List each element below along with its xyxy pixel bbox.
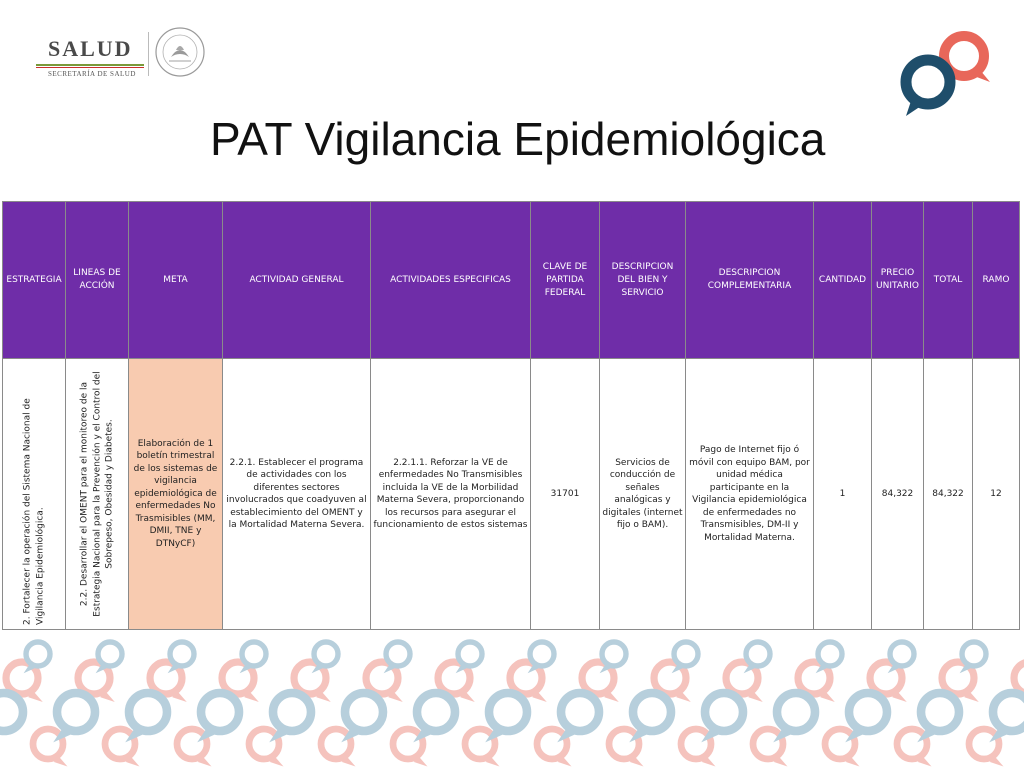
bubble-blue-icon (413, 693, 455, 742)
cell-ramo: 12 (973, 359, 1020, 630)
bubble-blue-icon (917, 693, 959, 742)
cell-lineas (66, 359, 129, 630)
table-header-row (3, 202, 1020, 359)
bubble-blue-icon (125, 693, 167, 742)
bubble-blue-icon (528, 642, 554, 673)
bubble-blue-icon (744, 642, 770, 673)
header-actividad-general: ACTIVIDAD GENERAL (223, 202, 371, 359)
logo-divider (148, 32, 149, 76)
bubble-blue-icon (960, 642, 986, 673)
bubble-blue-icon (96, 642, 122, 673)
header-lineas-de-accion: LINEAS DE ACCIÓN (66, 202, 129, 359)
bubble-blue-icon (773, 693, 815, 742)
bubble-blue-icon (701, 693, 743, 742)
header-ramo: RAMO (973, 202, 1020, 359)
salud-logo-subtitle: SECRETARÍA DE SALUD (48, 70, 136, 78)
header-estrategia: ESTRATEGIA (3, 202, 66, 359)
cell-clave: 31701 (531, 359, 600, 630)
bubble-blue-icon (485, 693, 527, 742)
header-descripcion-bien: DESCRIPCION DEL BIEN Y SERVICIO (600, 202, 686, 359)
decorative-bubble-pattern (0, 632, 1024, 768)
header-actividades-especificas: ACTIVIDADES ESPECIFICAS (371, 202, 531, 359)
bubble-blue-icon (557, 693, 599, 742)
bubble-blue-icon (24, 642, 50, 673)
bubble-blue-icon (341, 693, 383, 742)
bubble-blue-icon (888, 642, 914, 673)
bubble-blue-icon (845, 693, 887, 742)
salud-logo-rule (36, 64, 144, 66)
header-total: TOTAL (924, 202, 973, 359)
header-precio-unitario: PRECIO UNITARIO (872, 202, 924, 359)
cell-descripcion-complementaria: Pago de Internet fijo ó móvil con equipo BAM, por unidad médica participante en la Vigilancia epidemiológica de enfermedades no Transmisibles, DM-II y Mortalidad Materna. (686, 359, 814, 630)
bubble-blue-icon (989, 693, 1024, 742)
estrategia-text: 2. Fortalecer la operación del Sistema Nacional de Vigilancia Epidemiológica. (22, 398, 45, 625)
bubble-blue-icon (168, 642, 194, 673)
cell-total: 84,322 (924, 359, 973, 630)
bubble-blue-icon (600, 642, 626, 673)
bubble-blue-icon (816, 642, 842, 673)
cell-descripcion-bien: Servicios de conducción de señales analógicas y digitales (internet fijo o BAM). (600, 359, 686, 630)
cell-estrategia (3, 359, 66, 630)
cell-cantidad: 1 (814, 359, 872, 630)
bubble-blue-icon (269, 693, 311, 742)
cell-meta: Elaboración de 1 boletín trimestral de los sistemas de vigilancia epidemiológica de enfermedades No Trasmisibles (MM, DMII, TNE y DTNyCF) (129, 359, 223, 630)
brand-speech-bubbles-logo-icon (892, 26, 1002, 126)
salud-logo-rule-red (36, 67, 144, 68)
bubble-blue-icon (240, 642, 266, 673)
salud-logo (30, 24, 220, 80)
cell-actividades-especificas: 2.2.1.1. Reforzar la VE de enfermedades No Transmisibles incluida la VE de la Morbilidad Materna Severa, proporcionando los recursos para asegurar el funcionamiento de estos sistemas (371, 359, 531, 630)
bubble-blue-icon (197, 693, 239, 742)
header-clave-partida: CLAVE DE PARTIDA FEDERAL (531, 202, 600, 359)
page-title: PAT Vigilancia Epidemiológica (210, 113, 826, 165)
bubble-blue-icon (0, 693, 23, 742)
bubble-blue-icon (629, 693, 671, 742)
table-row (3, 359, 1020, 630)
header-descripcion-complementaria: DESCRIPCION COMPLEMENTARIA (686, 202, 814, 359)
bubble-blue-icon (672, 642, 698, 673)
lineas-text: 2.2. Desarrollar el OMENT para el monitoreo de la Estrategia Nacional para la Prevención y el Control del Sobrepeso, Obesidad y Diabetes. (79, 371, 115, 617)
bubble-blue-icon (53, 693, 95, 742)
mexico-seal-icon (154, 26, 206, 78)
header-meta: META (129, 202, 223, 359)
bubble-blue-icon (312, 642, 338, 673)
cell-actividad-general: 2.2.1. Establecer el programa de actividades con los diferentes sectores involucrados que coadyuven al establecimiento del OMENT y la Mortalidad Materna Severa. (223, 359, 371, 630)
salud-logo-word: SALUD (48, 36, 133, 61)
bubble-blue-icon (384, 642, 410, 673)
pat-table (2, 201, 1020, 630)
bubble-blue-icon (456, 642, 482, 673)
header-cantidad: CANTIDAD (814, 202, 872, 359)
cell-precio-unitario: 84,322 (872, 359, 924, 630)
